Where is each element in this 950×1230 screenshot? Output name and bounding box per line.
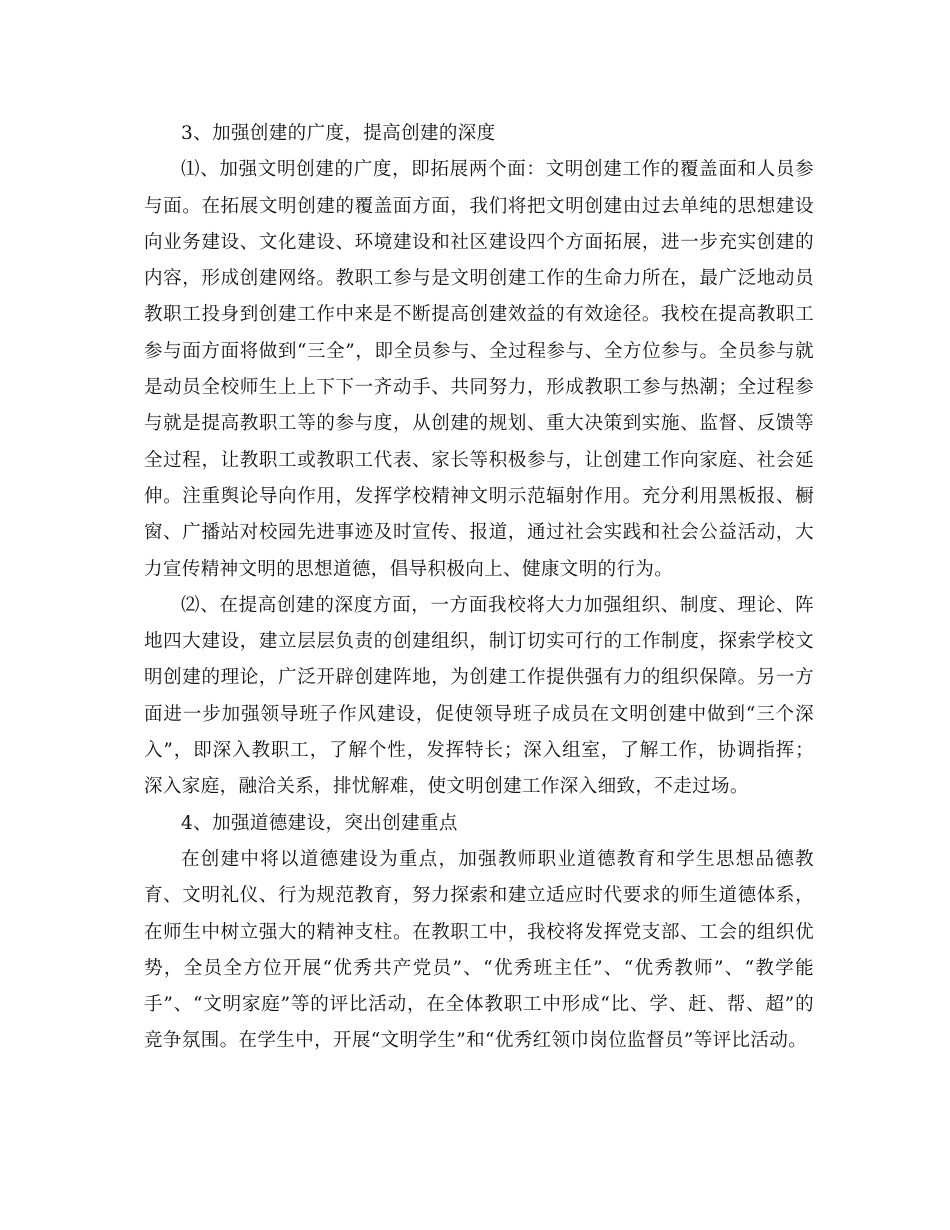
paragraph-4-1: 在创建中将以道德建设为重点，加强教师职业道德教育和学生思想品德教育、文明礼仪、行为规范教育，努力探索和建立适应时代要求的师生道德体系，在师生中树立强大的精神支柱。在教职工中，我校将发挥党支部、工会的组织优势，全员全方位开展“优秀共产党员”、“优秀班主任”、“优秀教师”、“教学能手”、“文明家庭”等的评比活动，在全体教职工中形成“比、学、赶、帮、超”的竞争氛围。在学生中，开展“文明学生”和“优秀红领巾岗位监督员”等评比活动。 (144, 848, 814, 1052)
section-4-heading: 4、加强道德建设，突出创建重点 (181, 812, 458, 834)
paragraph-3-2: ⑵、在提高创建的深度方面，一方面我校将大力加强组织、制度、理论、阵地四大建设，建立层层负责的创建组织，制订切实可行的工作制度，探索学校文明创建的理论，广泛开辟创建阵地，为创建工作提供强有力的组织保障。另一方面进一步加强领导班子作风建设，促使领导班子成员在文明创建中做到“三个深入”，即深入教职工，了解个性，发挥特长；深入组室，了解工作，协调指挥；深入家庭，融洽关系，排忧解难，使文明创建工作深入细致，不走过场。 (144, 594, 814, 798)
paragraph-3-1: ⑴、加强文明创建的广度，即拓展两个面：文明创建工作的覆盖面和人员参与面。在拓展文明创建的覆盖面方面，我们将把文明创建由过去单纯的思想建设向业务建设、文化建设、环境建设和社区建设四个方面拓展，进一步充实创建的内容，形成创建网络。教职工参与是文明创建工作的生命力所在，最广泛地动员教职工投身到创建工作中来是不断提高创建效益的有效途径。我校在提高教职工参与面方面将做到“三全”，即全员参与、全过程参与、全方位参与。全员参与就是动员全校师生上上下下一齐动手、共同努力，形成教职工参与热潮；全过程参与就是提高教职工等的参与度，从创建的规划、重大决策到实施、监督、反馈等全过程，让教职工或教职工代表、家长等积极参与，让创建工作向家庭、社会延伸。注重舆论导向作用，发挥学校精神文明示范辐射作用。充分利用黑板报、橱窗、广播站对校园先进事迹及时宣传、报道，通过社会实践和社会公益活动，大力宣传精神文明的思想道德，倡导积极向上、健康文明的行为。 (144, 159, 814, 580)
section-3-heading: 3、加强创建的广度，提高创建的深度 (181, 123, 496, 144)
document-body (144, 116, 814, 1060)
